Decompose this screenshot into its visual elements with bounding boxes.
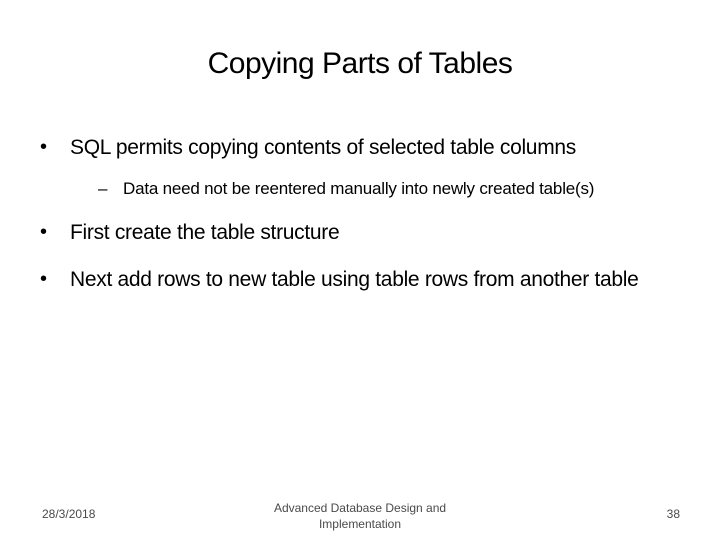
bullet-item — [40, 128, 680, 167]
bullet-item — [40, 213, 680, 252]
dash-icon: – — [98, 179, 108, 198]
bullet-icon: • — [40, 221, 47, 243]
bullet-item — [40, 260, 680, 299]
page-number: 38 — [666, 507, 680, 521]
sub-bullet-text: Data need not be reentered manually into newly created table(s) — [123, 179, 595, 198]
bullet-icon: • — [40, 136, 47, 158]
bullet-icon: • — [40, 268, 47, 290]
bullet-text: First create the table structure — [70, 221, 340, 244]
sub-bullet-item — [40, 171, 680, 207]
slide-title: Copying Parts of Tables — [207, 47, 513, 80]
bullet-text: SQL permits copying contents of selected table columns — [70, 136, 576, 159]
slide-body — [40, 128, 680, 299]
bullet-text: Next add rows to new table using table rows from another table — [70, 268, 639, 291]
footer-date: 28/3/2018 — [42, 507, 96, 521]
footer-title: Advanced Database Design and Implementation — [273, 501, 447, 531]
